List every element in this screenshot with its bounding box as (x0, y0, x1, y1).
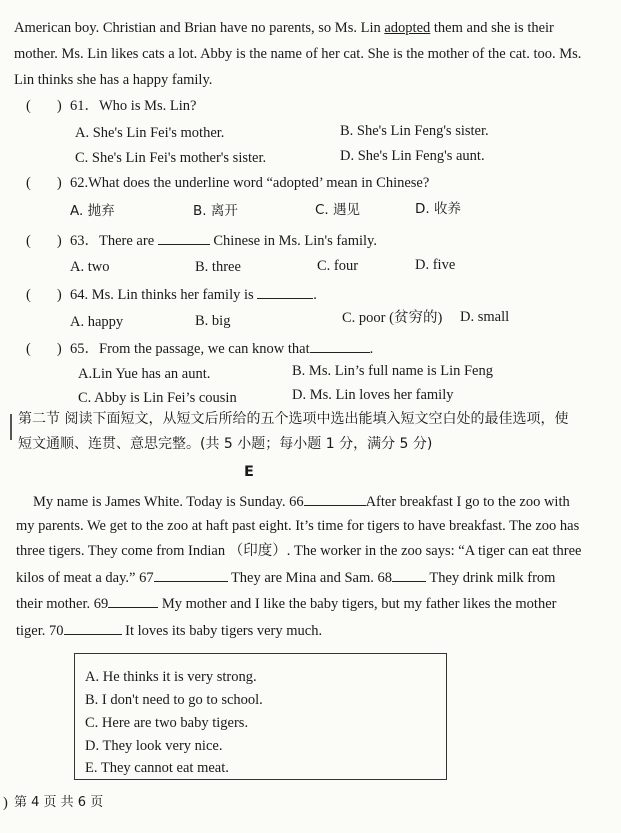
passage-e-line-5: their mother. 69 My mother and I like the baby tigers, but my father likes the mother (16, 596, 557, 612)
page-number: 第 4 页 共 6 页 (14, 795, 104, 810)
q62-option-b[interactable]: B. 离开 (193, 203, 238, 219)
passage-letter-e: E (244, 464, 254, 480)
question-65: ( ) 65．From the passage, we can know that . (26, 341, 374, 357)
passage-line-3: Lin thinks she has a happy family. (14, 72, 213, 88)
passage-line-1: American boy. Christian and Brian have no parents, so Ms. Lin adopted them and she is their (14, 20, 554, 36)
question-63: ( ) 63．There are Chinese in Ms. Lin's family. (26, 233, 377, 249)
passage-e-line-2: my parents. We get to the zoo at haft past eight. It’s time for tigers to have breakfast. The zoo has (16, 518, 580, 534)
q65-option-d[interactable]: D. Ms. Lin loves her family (292, 387, 454, 403)
q61-option-d[interactable]: D. She's Lin Feng's aunt. (340, 148, 485, 164)
q62-option-c[interactable]: C. 遇见 (315, 202, 361, 218)
blank-68[interactable] (392, 568, 426, 582)
q65-option-c[interactable]: C. Abby is Lin Fei’s cousin (78, 390, 237, 406)
passage-e-line-1: My name is James White. Today is Sunday. 66 After breakfast I go to the zoo with (33, 494, 570, 510)
q64-option-d[interactable]: D. small (460, 309, 510, 325)
q61-option-a[interactable]: A. She's Lin Fei's mother. (75, 125, 225, 141)
q65-option-a[interactable]: A.Lin Yue has an aunt. (78, 366, 211, 382)
passage-line-2: mother. Ms. Lin likes cats a lot. Abby is the name of her cat. She is the mother of the cat. too. Ms. (14, 46, 582, 62)
q64-option-a[interactable]: A. happy (70, 314, 124, 330)
margin-mark (10, 414, 12, 440)
q63-blank[interactable] (158, 231, 210, 245)
choice-e[interactable]: E. They cannot eat meat. (85, 760, 229, 776)
choice-a[interactable]: A. He thinks it is very strong. (85, 669, 257, 685)
section2-instruction-line1: 第二节 阅读下面短文，从短文后所给的五个选项中选出能填入短文空白处的最佳选项，使 (18, 411, 569, 427)
passage-e-line-6: tiger. 70 It loves its baby tigers very much. (16, 623, 323, 639)
choices-box (74, 653, 447, 780)
choice-b[interactable]: B. I don't need to go to school. (85, 692, 263, 708)
q62-option-a[interactable]: A. 抛弃 (70, 203, 115, 219)
q63-option-a[interactable]: A. two (70, 259, 110, 275)
footer-paren: ) (3, 795, 8, 811)
blank-69[interactable] (108, 594, 158, 608)
question-61: ( ) 61．Who is Ms. Lin? (26, 98, 197, 114)
question-62: ( ) 62.What does the underline word “adopted’ mean in Chinese? (26, 175, 430, 191)
q64-blank[interactable] (257, 285, 313, 299)
q61-option-c[interactable]: C. She's Lin Fei's mother's sister. (75, 150, 267, 166)
blank-70[interactable] (64, 621, 122, 635)
passage-e-line-4: kilos of meat a day.” 67 They are Mina and Sam. 68 They drink milk from (16, 570, 556, 586)
q62-option-d[interactable]: D. 收养 (415, 201, 461, 217)
q65-option-b[interactable]: B. Ms. Lin’s full name is Lin Feng (292, 363, 493, 379)
adopted-word: adopted (384, 20, 431, 36)
question-64: ( ) 64. Ms. Lin thinks her family is . (26, 287, 317, 303)
blank-66[interactable] (304, 492, 366, 506)
q61-option-b[interactable]: B. She's Lin Feng's sister. (340, 123, 489, 139)
blank-67[interactable] (154, 568, 228, 582)
q63-option-b[interactable]: B. three (195, 259, 241, 275)
q65-blank[interactable] (310, 339, 370, 353)
q63-option-c[interactable]: C. four (317, 258, 359, 274)
choice-c[interactable]: C. Here are two baby tigers. (85, 715, 249, 731)
section2-instruction-line2: 短文通顺、连贯、意思完整。(共 5 小题；每小题 1 分，满分 5 分) (18, 436, 433, 452)
choice-d[interactable]: D. They look very nice. (85, 738, 223, 754)
passage-e-line-3: three tigers. They come from Indian （印度）. The worker in the zoo says: “A tiger can eat three (16, 543, 582, 559)
q63-option-d[interactable]: D. five (415, 257, 456, 273)
q64-option-c[interactable]: C. poor (贫穷的) (342, 310, 443, 326)
q64-option-b[interactable]: B. big (195, 313, 231, 329)
